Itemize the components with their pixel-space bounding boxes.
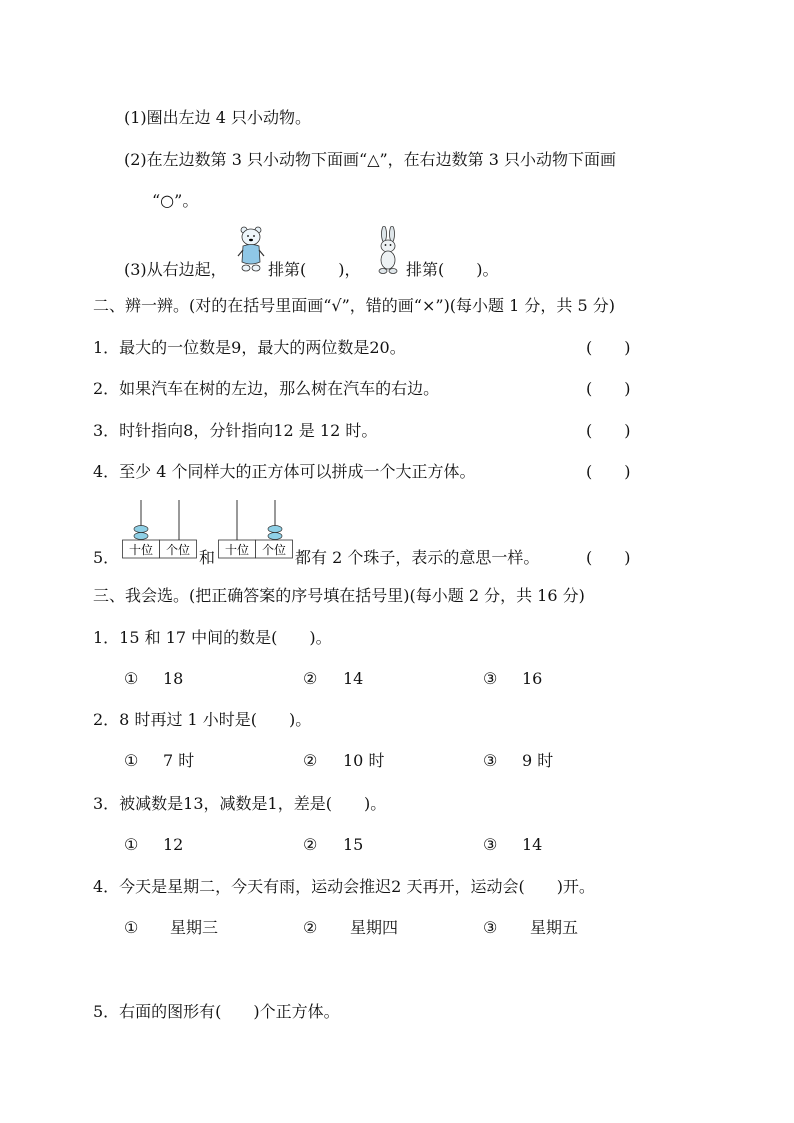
abacus-left-icon: [122, 498, 198, 564]
abacus-right-tens-label: 十位: [224, 543, 250, 557]
part3-q1-opt1-num: ①: [124, 669, 139, 688]
part3-heading: 三、我会选。(把正确答案的序号填在括号里)(每小题 2 分，共 16 分): [93, 586, 585, 605]
abacus-left-ones-label: 个位: [165, 543, 191, 557]
part2-item-3: 3．时针指向8，分针指向12 是 12 时。: [93, 421, 378, 440]
part3-q3-opt2-num: ②: [303, 835, 318, 854]
part3-q3: 3．被减数是13，减数是1，差是( )。: [93, 794, 387, 813]
part3-q2-opt2-num: ②: [303, 751, 318, 770]
part3-q2: 2．8 时再过 1 小时是( )。: [93, 710, 312, 729]
abacus-right-icon: [218, 498, 294, 564]
part2-item-3-paren: ( ): [586, 421, 631, 440]
part3-q1-opt2-val: 14: [343, 669, 364, 688]
part3-q5: 5．右面的图形有( )个正方体。: [93, 1002, 340, 1021]
part2-item-5-paren: ( ): [586, 548, 631, 567]
part3-q3-opt1-val: 12: [163, 835, 184, 854]
part2-item-5-prefix: 5．: [93, 548, 120, 567]
part1-q1: (1)圈出左边 4 只小动物。: [124, 108, 312, 127]
part1-q2-line2: “○”。: [152, 191, 199, 210]
part3-q1: 1．15 和 17 中间的数是( )。: [93, 628, 332, 647]
part3-q2-opt1-val: 7 时: [163, 751, 195, 770]
part1-q3-prefix: (3)从右边起，: [124, 260, 227, 279]
part3-q3-opt2-val: 15: [343, 835, 364, 854]
polar-bear-icon: [236, 224, 266, 274]
part3-q3-opt3-val: 14: [522, 835, 543, 854]
part3-q4: 4．今天是星期二，今天有雨，运动会推迟2 天再开，运动会( )开。: [93, 877, 595, 896]
part1-q3-end: 排第( )。: [406, 260, 499, 279]
part3-q1-opt1-val: 18: [163, 669, 184, 688]
part2-heading: 二、辨一辨。(对的在括号里面画“√”，错的画“×”)(每小题 1 分，共 5 分): [93, 296, 615, 315]
part2-item-1-paren: ( ): [586, 338, 631, 357]
rabbit-icon: [374, 226, 402, 276]
part3-q2-opt2-val: 10 时: [343, 751, 385, 770]
part1-q2-line1: (2)在左边数第 3 只小动物下面画“△”，在右边数第 3 只小动物下面画: [124, 150, 617, 169]
part3-q2-opt3-num: ③: [483, 751, 498, 770]
part2-item-2-paren: ( ): [586, 379, 631, 398]
abacus-right-ones-label: 个位: [261, 543, 287, 557]
part2-item-5-suffix: 都有 2 个珠子，表示的意思一样。: [295, 548, 540, 567]
part2-item-1: 1．最大的一位数是9，最大的两位数是20。: [93, 338, 406, 357]
part3-q1-opt2-num: ②: [303, 669, 318, 688]
part2-item-4: 4．至少 4 个同样大的正方体可以拼成一个大正方体。: [93, 462, 476, 481]
part2-item-2: 2．如果汽车在树的左边，那么树在汽车的右边。: [93, 379, 440, 398]
part3-q4-opt2-val: 星期四: [350, 918, 399, 937]
part2-item-5-conj: 和: [199, 548, 216, 567]
part3-q1-opt3-val: 16: [522, 669, 543, 688]
part3-q4-opt1-num: ①: [124, 918, 139, 937]
part2-item-4-paren: ( ): [586, 462, 631, 481]
part3-q4-opt2-num: ②: [303, 918, 318, 937]
part3-q4-opt1-val: 星期三: [170, 918, 219, 937]
part3-q3-opt3-num: ③: [483, 835, 498, 854]
part3-q2-opt3-val: 9 时: [522, 751, 554, 770]
part3-q1-opt3-num: ③: [483, 669, 498, 688]
part3-q2-opt1-num: ①: [124, 751, 139, 770]
part1-q3-mid: 排第( )，: [268, 260, 361, 279]
part3-q4-opt3-val: 星期五: [530, 918, 579, 937]
abacus-left-tens-label: 十位: [128, 543, 154, 557]
part3-q3-opt1-num: ①: [124, 835, 139, 854]
part3-q4-opt3-num: ③: [483, 918, 498, 937]
